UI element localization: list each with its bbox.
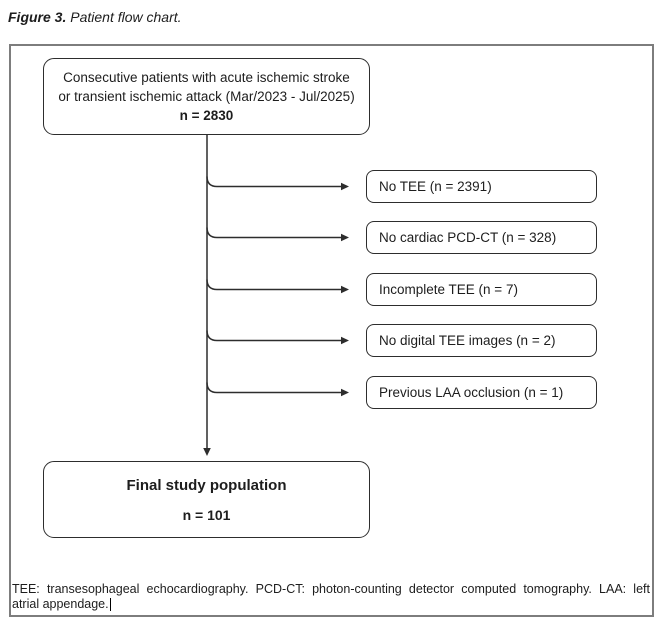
- final-population-count: n = 101: [182, 506, 231, 523]
- flow-box-enrollment: [43, 58, 370, 135]
- exclusion-label: No TEE (n = 2391): [379, 179, 492, 194]
- enrollment-line2: or transient ischemic attack (Mar/2023 - Jul/2025): [58, 89, 355, 104]
- figure-footnote: [12, 582, 650, 612]
- enrollment-count: n = 2830: [179, 108, 234, 123]
- exclusion-label: Incomplete TEE (n = 7): [379, 282, 518, 297]
- exclusion-label: No digital TEE images (n = 2): [379, 333, 556, 348]
- figure-caption-text: Patient flow chart.: [70, 9, 182, 25]
- exclusion-label: Previous LAA occlusion (n = 1): [379, 385, 564, 400]
- figure-caption: [8, 8, 182, 26]
- flow-box-exclusion-no-tee: [366, 170, 597, 203]
- exclusion-label: No cardiac PCD-CT (n = 328): [379, 230, 557, 245]
- flow-box-exclusion-no-digital-images: [366, 324, 597, 357]
- enrollment-line1: Consecutive patients with acute ischemic stroke: [63, 70, 350, 85]
- flow-box-final-population: [43, 461, 370, 538]
- footnote-line1: TEE: transesophageal echocardiography. PCD-CT: photon-counting detector computed tomography. LAA: left: [12, 582, 650, 596]
- footnote-line2: [12, 597, 650, 612]
- final-population-title: Final study population: [126, 476, 287, 494]
- figure-caption-label: Figure 3.: [8, 9, 67, 25]
- flow-box-exclusion-incomplete-tee: [366, 273, 597, 306]
- footnote-line2-text: atrial appendage.: [12, 597, 109, 611]
- text-cursor: [110, 598, 111, 611]
- flow-box-exclusion-no-pcd-ct: [366, 221, 597, 254]
- flow-box-exclusion-previous-laa: [366, 376, 597, 409]
